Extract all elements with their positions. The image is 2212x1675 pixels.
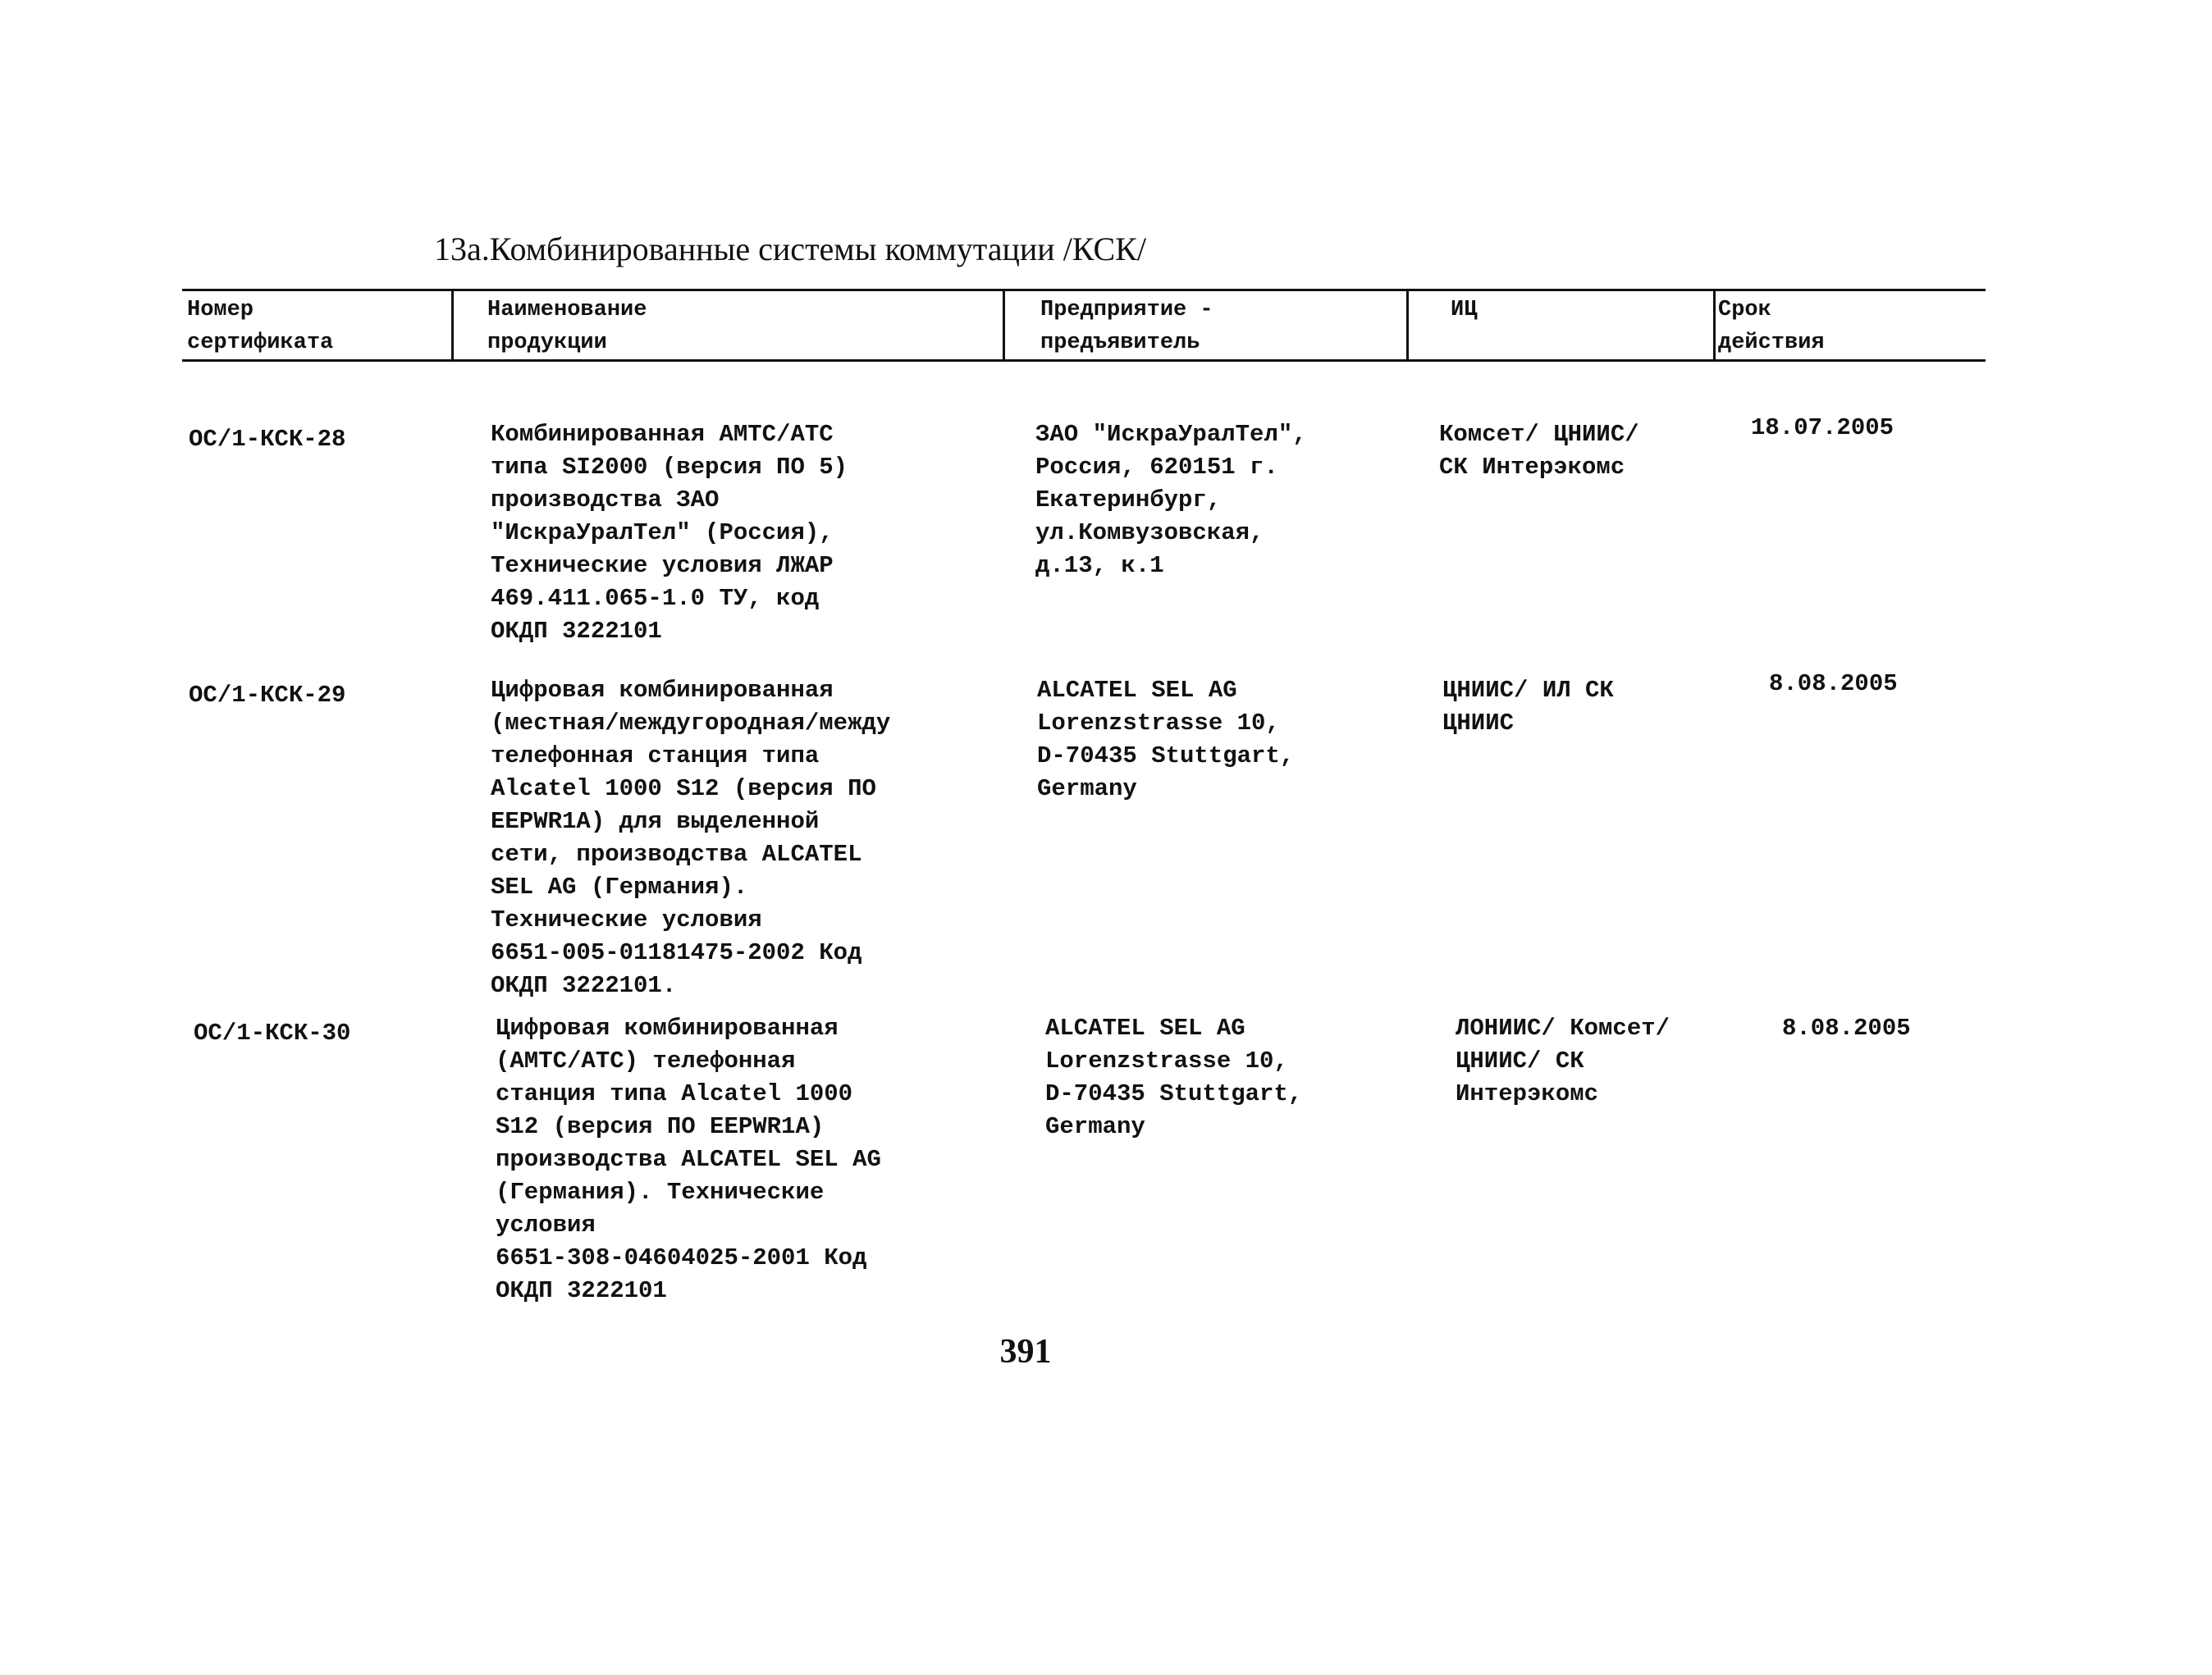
column-divider: [1003, 289, 1005, 362]
validity-date: 18.07.2005: [1751, 414, 1894, 441]
enterprise: ALCATEL SEL AG Lorenzstrasse 10, D-70435 Stuttgart, Germany: [1037, 677, 1295, 802]
product-name: Цифровая комбинированная (местная/междугородная/между телефонная станция типа Alcatel 1000 S12 (версия ПО EEPWR1A) для выделенной сети, производства ALCATEL SEL AG (Германия). Технические условия 6651-005-01181475-2002 Код ОКДП 3222101.: [491, 677, 891, 999]
cert-number: ОС/1-КСК-30: [194, 1020, 351, 1047]
column-divider: [1406, 289, 1409, 362]
cert-number: ОС/1-КСК-29: [189, 682, 346, 709]
page-number: 391: [999, 1333, 1052, 1371]
validity-date: 8.08.2005: [1782, 1015, 1911, 1042]
ic: ЦНИИС/ ИЛ СК ЦНИИС: [1442, 677, 1614, 737]
ic: ЛОНИИС/ Комсет/ ЦНИИС/ СК Интерэкомс: [1456, 1015, 1670, 1107]
ic: Комсет/ ЦНИИС/ СК Интерэкомс: [1439, 421, 1639, 481]
column-divider: [451, 289, 454, 362]
column-divider: [1713, 289, 1716, 362]
cert-number: ОС/1-КСК-28: [189, 426, 346, 453]
page-title: 13a.Комбинированные системы коммутации /КСК/: [434, 230, 1146, 267]
header-enterprise: Предприятие - предъявитель: [1040, 298, 1213, 355]
enterprise: ЗАО "ИскраУралТел", Россия, 620151 г. Екатеринбург, ул.Комвузовская, д.13, к.1: [1035, 421, 1307, 579]
product-name: Комбинированная АМТС/АТС типа SI2000 (версия ПО 5) производства ЗАО "ИскраУралТел" (Россия), Технические условия ЛЖАР 469.411.065-1.0 ТУ, код ОКДП 3222101: [491, 421, 848, 645]
header-product: Наименование продукции: [487, 298, 647, 355]
header-cert-number: Номер сертификата: [187, 298, 334, 355]
validity-date: 8.08.2005: [1769, 670, 1898, 697]
header-ic: ИЦ: [1451, 298, 1478, 322]
enterprise: ALCATEL SEL AG Lorenzstrasse 10, D-70435 Stuttgart, Germany: [1045, 1015, 1303, 1140]
product-name: Цифровая комбинированная (АМТС/АТС) телефонная станция типа Alcatel 1000 S12 (версия ПО EEPWR1A) производства ALCATEL SEL AG (Германия). Технические условия 6651-308-04604025-2001 Код ОКДП 3222101: [496, 1015, 881, 1304]
header-validity: Срок действия: [1718, 298, 1825, 355]
